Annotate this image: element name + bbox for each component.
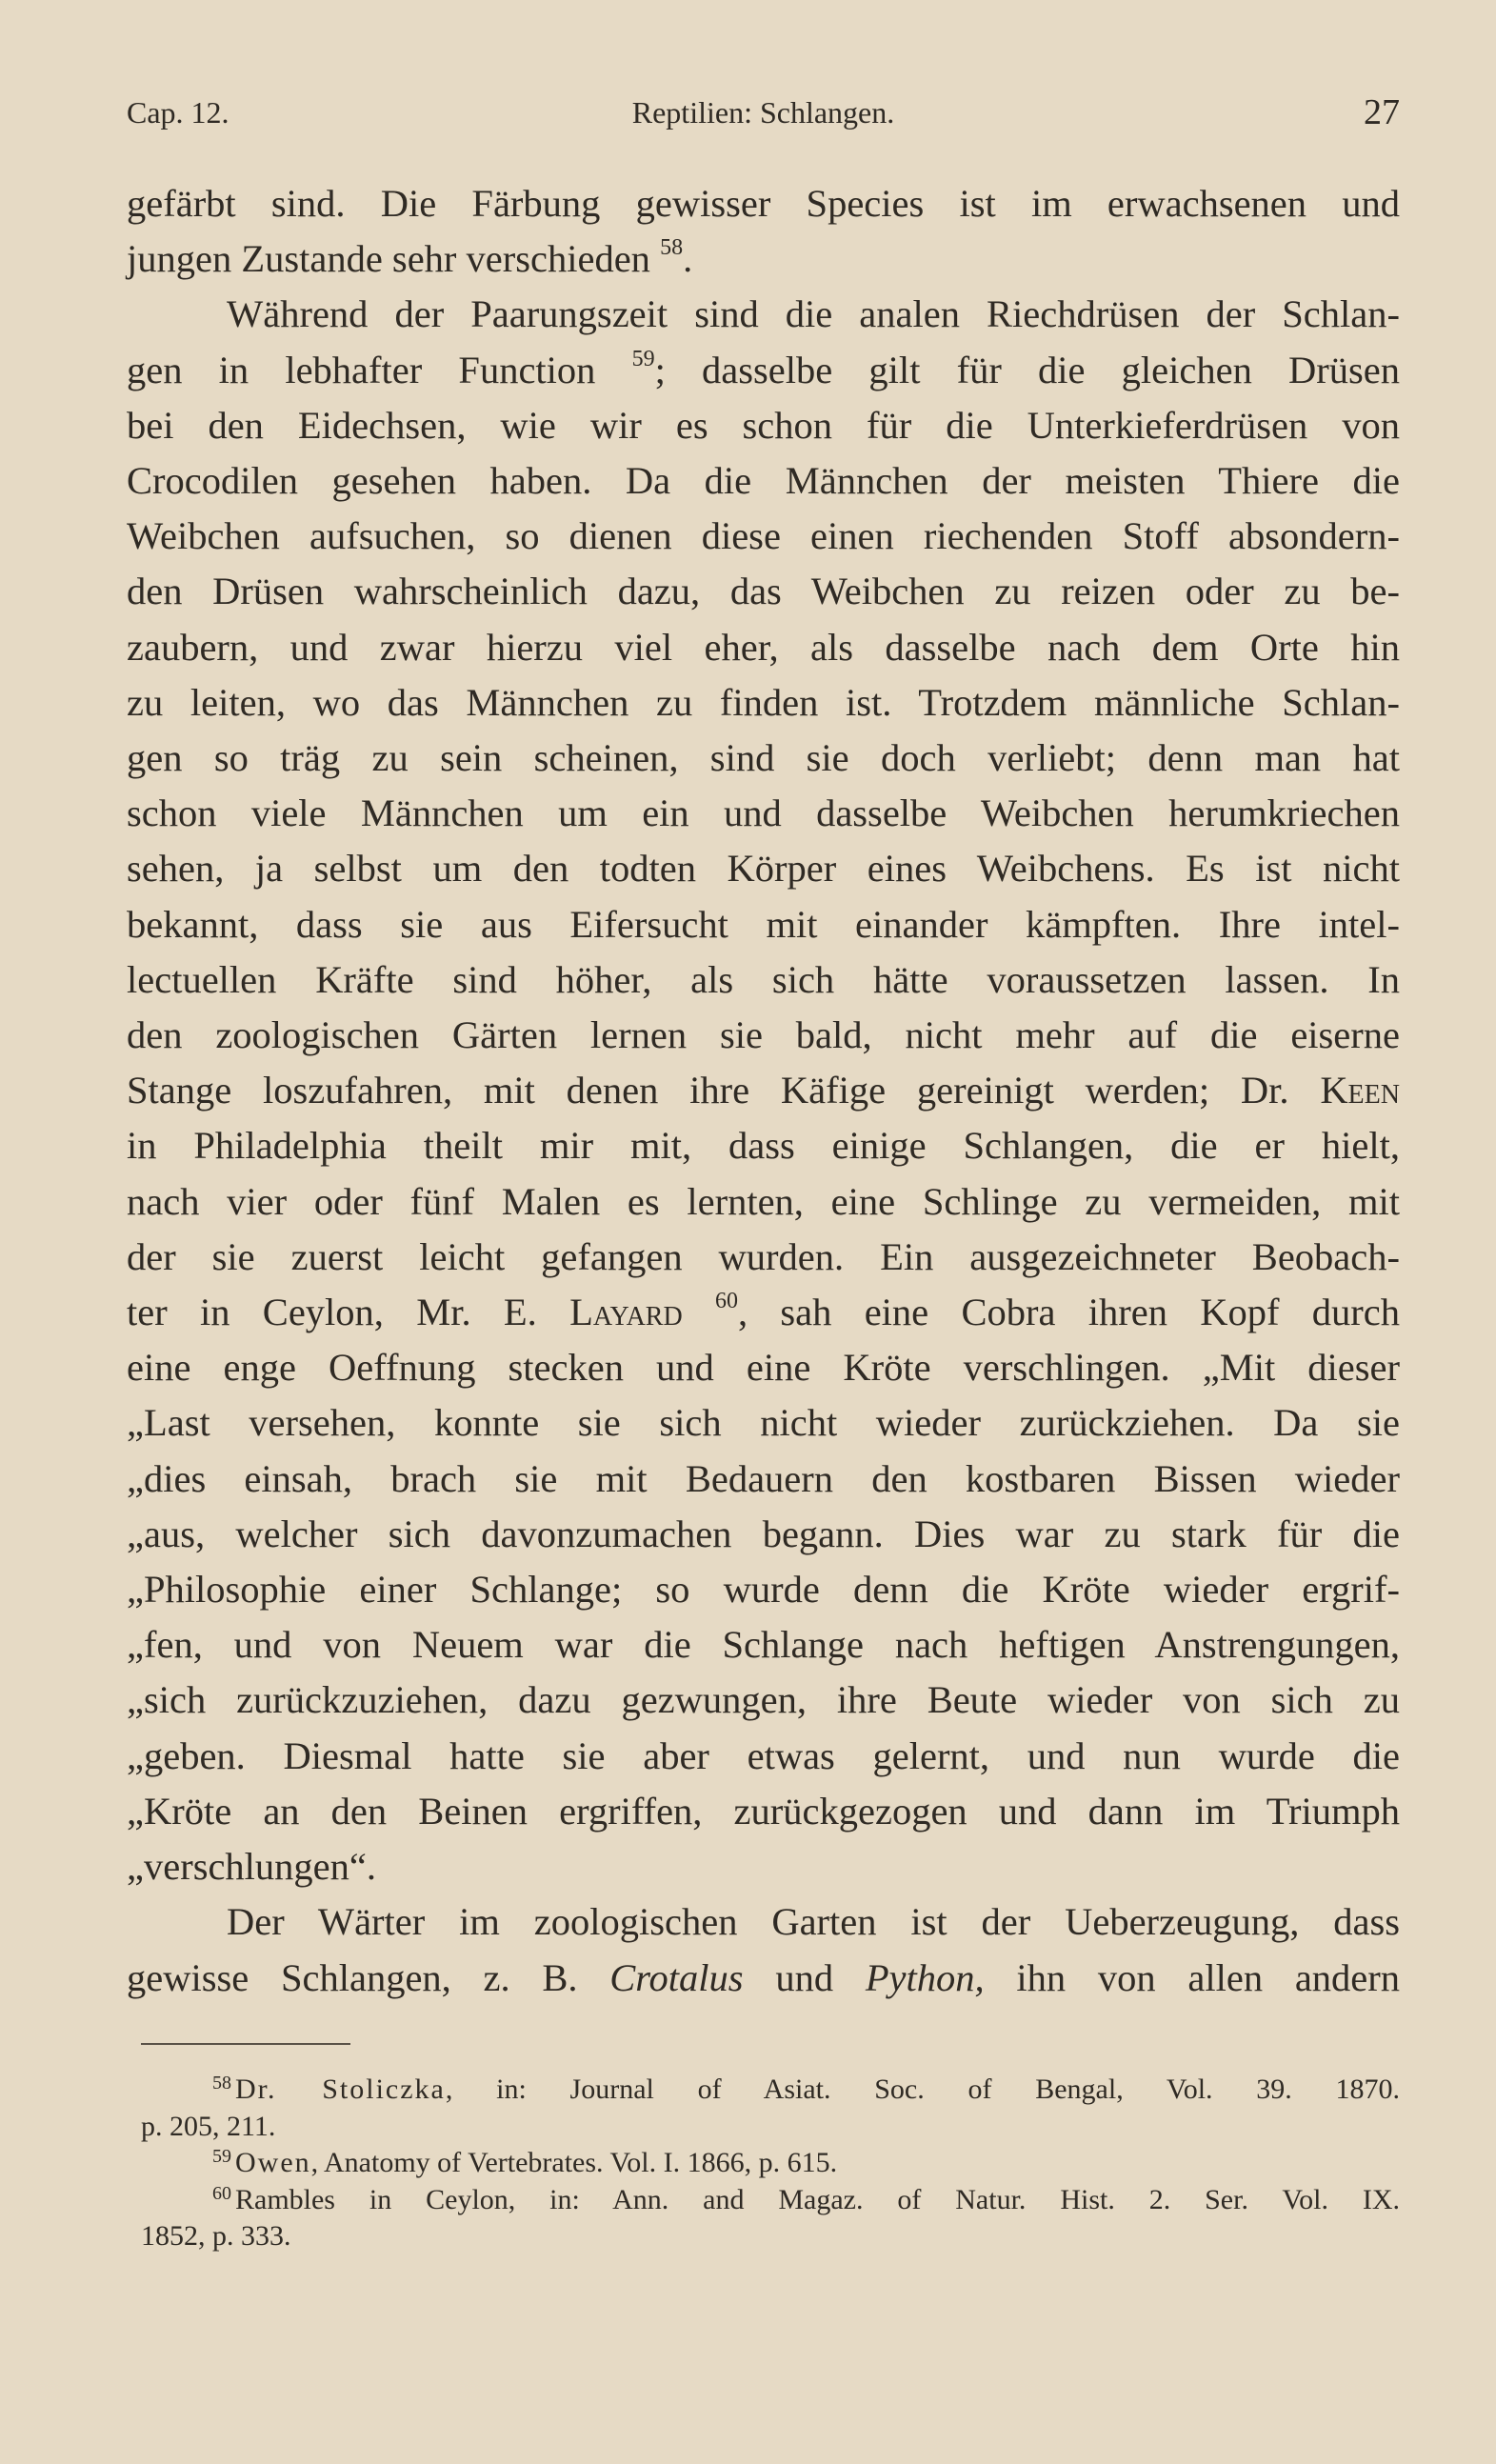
text-line: „aus, welcher sich davonzumachen begann. Dies war zu stark für die — [127, 1512, 1400, 1555]
text-line: in Philadelphia theilt mir mit, dass einige Schlangen, die er hielt, — [127, 1124, 1400, 1168]
genus-name: Crotalus — [609, 1955, 744, 1999]
text-line: gen in lebhafter Function $^{59}$; dasselbe gilt für die gleichen Drüsen — [127, 346, 1401, 391]
text-line: nach vier oder fünf Malen es lernten, eine Schlinge zu vermeiden, mit — [127, 1179, 1400, 1223]
text-line: Crocodilen gesehen haben. Da die Männchen der meisten Thiere die — [127, 459, 1400, 503]
footnote-60-continued: 1852, p. 333. — [141, 2220, 291, 2252]
footnote-60: $^{60}$ Rambles in Ceylon, in: Ann. and Magaz. of Natur. Hist. 2. Ser. Vol. IX. — [212, 2182, 1400, 2215]
footnotes — [141, 2072, 1400, 2255]
text-line: Stange loszufahren, mit denen ihre Käfige gereinigt werden; Dr. Keen — [127, 1069, 1400, 1112]
text-line: ter in Ceylon, Mr. E. Layard $^{60}$, sah eine Cobra ihren Kopf durch — [127, 1289, 1400, 1334]
text-line: „geben. Diesmal hatte sie aber etwas gelernt, und nun wurde die — [127, 1733, 1400, 1777]
text-line: zu leiten, wo das Männchen zu finden ist. Trotzdem männliche Schlan- — [127, 680, 1400, 724]
body-text — [127, 176, 1400, 2006]
running-header — [127, 92, 1400, 137]
text-line: „fen, und von Neuem war die Schlange nach heftigen Anstrengungen, — [127, 1623, 1400, 1667]
text-line: bei den Eidechsen, wie wir es schon für die Unterkieferdrüsen von — [127, 403, 1400, 447]
person-name: Layard — [569, 1291, 683, 1334]
text-line: den zoologischen Gärten lernen sie bald, nicht mehr auf die eiserne — [127, 1013, 1400, 1057]
footnote-58-continued: p. 205, 211. — [141, 2110, 276, 2142]
text-line: Weibchen aufsuchen, so dienen diese einen riechenden Stoff absondern- — [127, 514, 1400, 558]
text-line: Der Wärter im zoologischen Garten ist der Ueberzeugung, dass — [227, 1900, 1400, 1944]
text-line: der sie zuerst leicht gefangen wurden. Ein ausgezeichneter Beobach- — [127, 1234, 1400, 1278]
footnote-58: $^{58}$ Dr. Stoliczka, in: Journal of Asiat. Soc. of Bengal, Vol. 39. 1870. — [212, 2073, 1401, 2105]
text-line: gefärbt sind. Die Färbung gewisser Species ist im erwachsenen und — [127, 182, 1400, 225]
chapter-label: Cap. 12. — [127, 95, 229, 130]
text-line: „Last versehen, konnte sie sich nicht wieder zurückziehen. Da sie — [127, 1401, 1400, 1445]
text-line: „Philosophie einer Schlange; so wurde denn die Kröte wieder ergrif- — [127, 1568, 1400, 1612]
footnote-59: $^{59}$ Owen, Anatomy of Vertebrates. Vol. I. 1866, p. 615. — [212, 2146, 838, 2178]
running-title: Reptilien: Schlangen. — [631, 95, 895, 130]
text-line: gewisse Schlangen, z. B. Crotalus und Python, ihn von allen andern — [127, 1955, 1401, 1999]
text-line: gen so träg zu sein scheinen, sind sie doch verliebt; denn man hat — [127, 736, 1400, 780]
text-line: schon viele Männchen um ein und dasselbe Weibchen herumkriechen — [127, 791, 1400, 835]
text-line: jungen Zustande sehr verschieden $^{58}$. — [127, 235, 693, 281]
footnote-ref[interactable]: 58 — [660, 235, 684, 261]
text-line: eine enge Oeffnung stecken und eine Kröte verschlingen. „Mit dieser — [127, 1346, 1400, 1390]
footnote-ref[interactable]: 59 — [631, 346, 655, 371]
page-number: 27 — [1364, 92, 1400, 132]
text-line: „sich zurückzuziehen, dazu gezwungen, ihre Beute wieder von sich zu — [127, 1678, 1400, 1722]
footnote-ref[interactable]: 60 — [715, 1289, 738, 1314]
text-line: sehen, ja selbst um den todten Körper eines Weibchens. Es ist nicht — [127, 847, 1400, 891]
text-line: den Drüsen wahrscheinlich dazu, das Weibchen zu reizen oder zu be- — [127, 570, 1400, 613]
footnote-divider — [141, 2043, 350, 2045]
text-line: lectuellen Kräfte sind höher, als sich hätte voraussetzen lassen. In — [127, 957, 1400, 1001]
text-line: zaubern, und zwar hierzu viel eher, als dasselbe nach dem Orte hin — [127, 625, 1400, 669]
text-line: bekannt, dass sie aus Eifersucht mit einander kämpften. Ihre intel- — [127, 902, 1400, 946]
text-line: „verschlungen“. — [127, 1845, 377, 1889]
text-line: „Kröte an den Beinen ergriffen, zurückgezogen und dann im Triumph — [127, 1789, 1400, 1833]
person-name: Keen — [1320, 1069, 1400, 1112]
genus-name: Python, — [865, 1955, 985, 1999]
text-line: „dies einsah, brach sie mit Bedauern den kostbaren Bissen wieder — [127, 1456, 1400, 1500]
text-line: Während der Paarungszeit sind die analen Riechdrüsen der Schlan- — [227, 292, 1400, 336]
